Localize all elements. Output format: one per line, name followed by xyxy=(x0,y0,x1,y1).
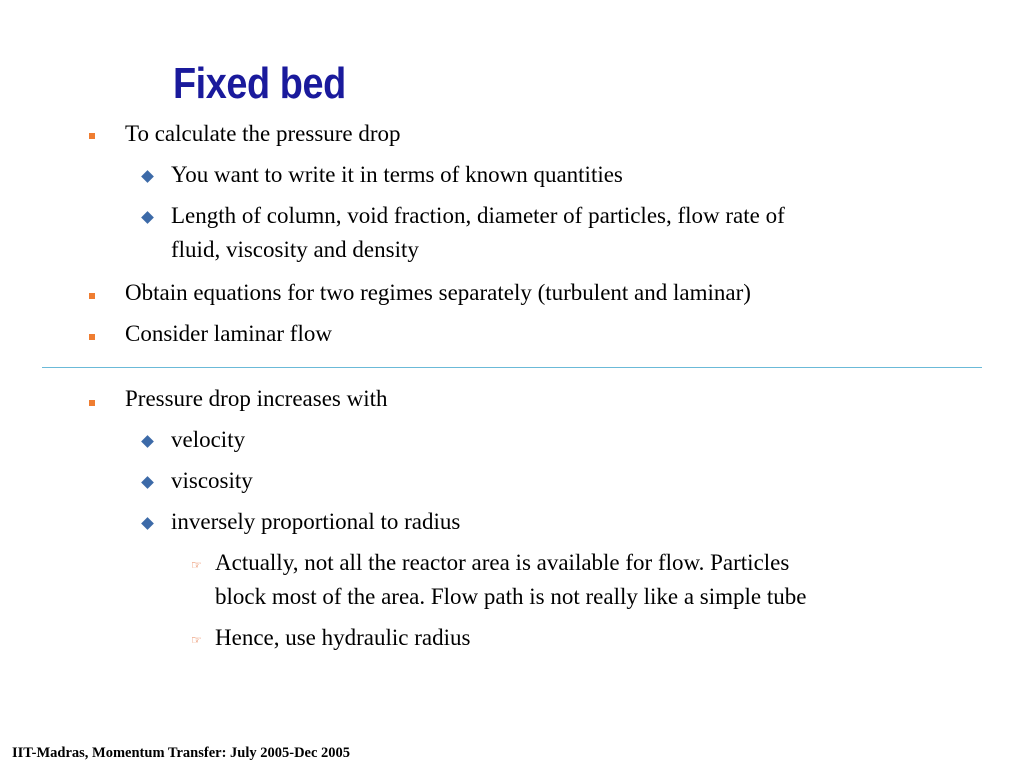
section-divider xyxy=(42,367,982,368)
bullet-item: Obtain equations for two regimes separately (turbulent and laminar) xyxy=(125,280,751,305)
note-item: Hence, use hydraulic radius xyxy=(215,625,471,650)
diamond-bullet-icon xyxy=(141,435,154,448)
square-bullet-icon xyxy=(89,334,95,340)
bullet-item: Consider laminar flow xyxy=(125,321,332,346)
diamond-bullet-icon xyxy=(141,517,154,530)
pointing-hand-icon: ☞ xyxy=(191,633,202,647)
bullet-item: To calculate the pressure drop xyxy=(125,121,401,146)
sub-bullet-item: velocity xyxy=(171,427,246,452)
slide-title: Fixed bed xyxy=(173,59,346,108)
bullet-item: Pressure drop increases with xyxy=(125,386,388,411)
diamond-bullet-icon xyxy=(141,170,154,183)
pointing-hand-icon: ☞ xyxy=(191,558,202,572)
sub-bullet-item: inversely proportional to radius xyxy=(171,509,461,534)
diamond-bullet-icon xyxy=(141,211,154,224)
sub-bullet-item-continuation: fluid, viscosity and density xyxy=(171,237,419,262)
note-item: Actually, not all the reactor area is available for flow. Particles xyxy=(215,550,790,575)
sub-bullet-item: viscosity xyxy=(171,468,253,493)
note-item-continuation: block most of the area. Flow path is not really like a simple tube xyxy=(215,584,807,609)
square-bullet-icon xyxy=(89,133,95,139)
slide-footer: IIT-Madras, Momentum Transfer: July 2005-Dec 2005 xyxy=(12,745,351,761)
sub-bullet-item: You want to write it in terms of known quantities xyxy=(171,162,623,187)
diamond-bullet-icon xyxy=(141,476,154,489)
square-bullet-icon xyxy=(89,400,95,406)
sub-bullet-item: Length of column, void fraction, diameter of particles, flow rate of xyxy=(171,203,785,228)
square-bullet-icon xyxy=(89,293,95,299)
